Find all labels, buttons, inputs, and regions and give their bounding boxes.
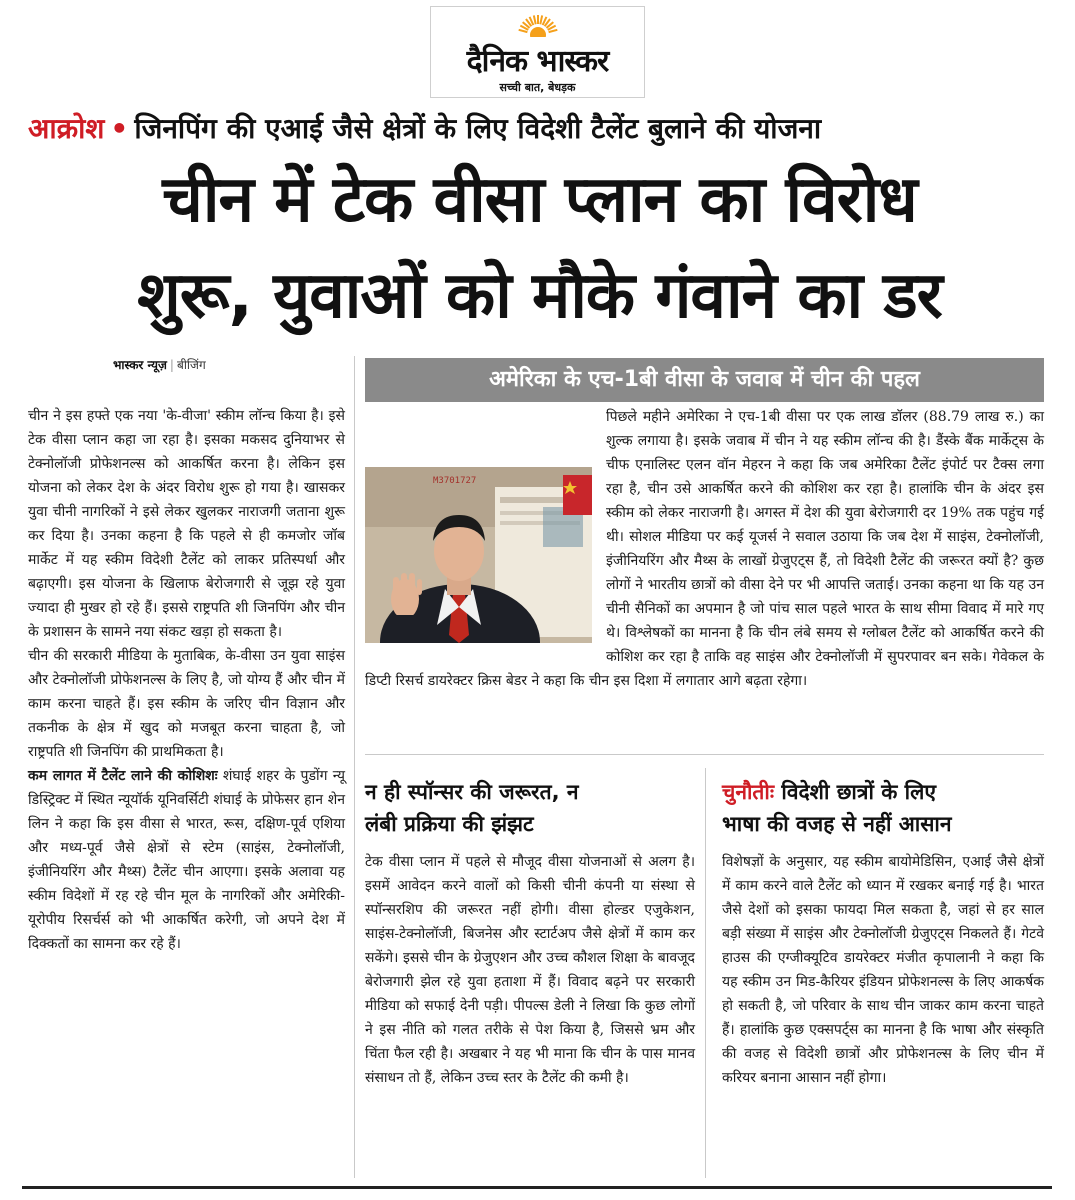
section-right-heading-line-2: भाषा की वजह से नहीं आसान xyxy=(722,812,952,836)
left-column-text xyxy=(28,404,345,956)
kicker-text: जिनपिंग की एआई जैसे क्षेत्रों के लिए विदेशी टैलेंट बुलाने की योजना xyxy=(134,112,822,145)
left-paragraph xyxy=(28,764,345,956)
section-right-heading-rest: विदेशी छात्रों के लिए xyxy=(781,780,936,804)
headline-line-2: शुरू, युवाओं को मौके गंवाने का डर xyxy=(137,259,942,333)
section-right-heading xyxy=(722,776,1044,840)
news-photo xyxy=(365,467,592,643)
section-right-text: विशेषज्ञों के अनुसार, यह स्कीम बायोमेडिसिन, एआई जैसे क्षेत्रों में काम करने वाले टैलेंट को ध्यान में रखकर बनाई गई है। भारत जैसे देशों को इसका फायदा मिल सकता है, जहां से हर साल बड़ी संख्या में साइंस और टेक्नोलॉजी ग्रेजुएट्स निकलते हैं। गेटवे हाउस की एग्जीक्यूटिव डायरेक्टर मंजीत कृपालानी ने कहा कि यह स्कीम उन मिड-कैरियर इंडियन प्रोफेशनल्स के लिए आकर्षक हो सकती है, जो परिवार के साथ चीन जाकर काम करना चाहते हैं। हालांकि कुछ एक्सपर्ट्स का मानना है कि भाषा और संस्कृति की वजह से विदेशी छात्रों और प्रोफेशनल्स के लिए चीन में करियर बनाना आसान नहीं होगा। xyxy=(722,854,1044,1086)
headline xyxy=(22,152,1057,344)
masthead xyxy=(430,6,645,98)
left-paragraph: चीन की सरकारी मीडिया के मुताबिक, के-वीसा उन युवा साइंस और टेक्नोलॉजी प्रोफेशनल्स के लिए है, जो योग्य हैं और चीन में काम करना चाहते हैं। इस स्कीम के जरिए चीन विज्ञान और तकनीक के क्षेत्र में खुद को मजबूत करना चाहता है, जो राष्ट्रपति शी जिनपिंग की प्राथमिकता है। xyxy=(28,648,345,760)
left-paragraph-text: शंघाई शहर के पुडोंग न्यू डिस्ट्रिक्ट में स्थित न्यूयॉर्क यूनिवर्सिटी शंघाई के प्रोफेसर हान शेन लिन ने कहा कि इस वीसा से भारत, रूस, दक्षिण-पूर्व एशिया और मध्य-पूर्व जैसे क्षेत्रों से स्टेम (साइंस, टेक्नोलॉजी, इंजीनियरिंग और मैथ्स) टैलेंट चीन आएगा। इसके अलावा यह स्कीम विदेशों में रह रहे चीन मूल के नागरिकों और अमेरिकी-यूरोपीय रिसर्चर्स को भी आकर्षित करेगी, जो अपने देश में दिक्कतों का सामना कर रहे हैं। xyxy=(28,768,345,952)
byline-city: बीजिंग xyxy=(176,358,206,372)
section-heading-band: अमेरिका के एच-1बी वीसा के जवाब में चीन की पहल xyxy=(365,358,1044,402)
photo-illustration xyxy=(365,467,592,643)
sun-logo-icon xyxy=(516,13,560,43)
inline-subhead: कम लागत में टैलेंट लाने की कोशिशः xyxy=(28,768,218,784)
bottom-border xyxy=(22,1186,1052,1189)
brand-name: दैनिक भास्कर xyxy=(466,44,609,79)
section-divider xyxy=(365,754,1044,755)
section-mid-heading-line-1: न ही स्पॉन्सर की जरूरत, न xyxy=(365,780,579,804)
section-mid-text: टेक वीसा प्लान में पहले से मौजूद वीसा योजनाओं से अलग है। इसमें आवेदन करने वालों को किसी चीनी कंपनी या संस्था से स्पॉन्सरशिप की जरूरत नहीं होगी। वीसा होल्डर एजुकेशन, साइंस-टेक्नोलॉजी, बिजनेस और स्टार्टअप जैसे क्षेत्रों में काम कर सकेंगे। इससे चीन के ग्रेजुएशन और उच्च कौशल शिक्षा के बावजूद बेरोजगारी झेल रहे युवा हताशा में हैं। विवाद बढ़ने पर सरकारी मीडिया को सफाई देनी पड़ी। पीपल्स डेली ने लिखा कि कुछ लोगों ने इस नीति को गलत तरीके से पेश किया है, जिससे भ्रम और चिंता फैल रही है। अखबार ने यह भी माना कि चीन के पास मानव संसाधन तो हैं, लेकिन उच्च स्तर के टैलेंट की कमी है। xyxy=(365,854,695,1086)
section-mid-heading-line-2: लंबी प्रक्रिया की झंझट xyxy=(365,812,534,836)
section-top-text xyxy=(365,405,1044,745)
column-divider xyxy=(354,356,355,1178)
headline-line-1: चीन में टेक वीसा प्लान का विरोध xyxy=(162,163,917,237)
photo-stamp: M3701727 xyxy=(433,476,477,486)
section-mid-heading xyxy=(365,776,695,840)
section-right-heading-line-1 xyxy=(722,776,1044,808)
byline xyxy=(113,356,206,373)
byline-separator: | xyxy=(169,358,174,372)
kicker-label: आक्रोश xyxy=(28,112,105,145)
brand-tagline: सच्ची बात, बेधड़क xyxy=(499,81,576,94)
kicker-separator: • xyxy=(110,112,129,145)
section-right-heading-highlight: चुनौतीः xyxy=(722,780,775,804)
column-divider xyxy=(705,768,706,1178)
left-paragraph: चीन ने इस हफ्ते एक नया 'के-वीजा' स्कीम लॉन्च किया है। इसे टेक वीसा प्लान कहा जा रहा है। इसका मकसद दुनियाभर से टेक्नोलॉजी प्रोफेशनल्स को आकर्षित करना है। लेकिन इस योजना को लेकर देश के अंदर विरोध शुरू हो गया है। खासकर युवा चीनी नागरिकों ने इसे लेकर खुलकर नाराजगी जताना शुरू कर दिया है। उनका कहना है कि पहले से ही कमजोर जॉब मार्केट में यह स्कीम विदेशी टैलेंट को लाकर प्रतिस्पर्धा और बढ़ाएगी। इस योजना के खिलाफ बेरोजगारी से जूझ रहे युवा ज्यादा ही मुखर हो रहे हैं। इससे राष्ट्रपति शी जिनपिंग और चीन के प्रशासन के सामने नया संकट खड़ा हो सकता है। xyxy=(28,408,345,640)
section-top-paragraph: पिछले महीने अमेरिका ने एच-1बी वीसा पर एक लाख डॉलर (88.79 लाख रु.) का शुल्क लगाया है। इसके जवाब में चीन ने यह स्कीम लॉन्च की है। डैंस्के बैंक मार्केट्स के चीफ एनालिस्ट एलन वॉन मेहरन ने कहा कि जब अमेरिका टैलेंट इंपोर्ट पर टैक्स लगा रहा है, चीन उसे आकर्षित करने की कोशिश कर रहा है। हालांकि चीन के अंदर इस स्कीम को लेकर नाराजगी है। अगस्त में देश की युवा बेरोजगारी दर 19% तक पहुंच गई थी। सोशल मीडिया पर कई यूजर्स ने सवाल उठाया कि जब देश में साइंस, टेक्नोलॉजी, इंजीनियरिंग और मैथ्स के लाखों ग्रेजुएट्स हैं, तो विदेशी टैलेंट की जरूरत क्यों है? कुछ लोगों ने भारतीय छात्रों को वीसा देने पर भी आपत्ति जताई। उनका कहना था कि यह उन चीनी सैनिकों का अपमान है जो पांच साल पहले भारत के साथ सीमा विवाद में मारे गए थे। विश्लेषकों का मानना है कि चीन लंबे समय से ग्लोबल टैलेंट को आकर्षित करने की कोशिश कर रहा है ताकि वह साइंस और टेक्नोलॉजी में सुपरपावर बन सके। गेवेकल के डिप्टी रिसर्च डायरेक्टर क्रिस बेडर ने कहा कि चीन इस दिशा में लगातार आगे बढ़ता रहेगा। xyxy=(365,409,1044,689)
byline-agency: भास्कर न्यूज़ xyxy=(113,358,167,372)
kicker-line xyxy=(28,108,1053,150)
